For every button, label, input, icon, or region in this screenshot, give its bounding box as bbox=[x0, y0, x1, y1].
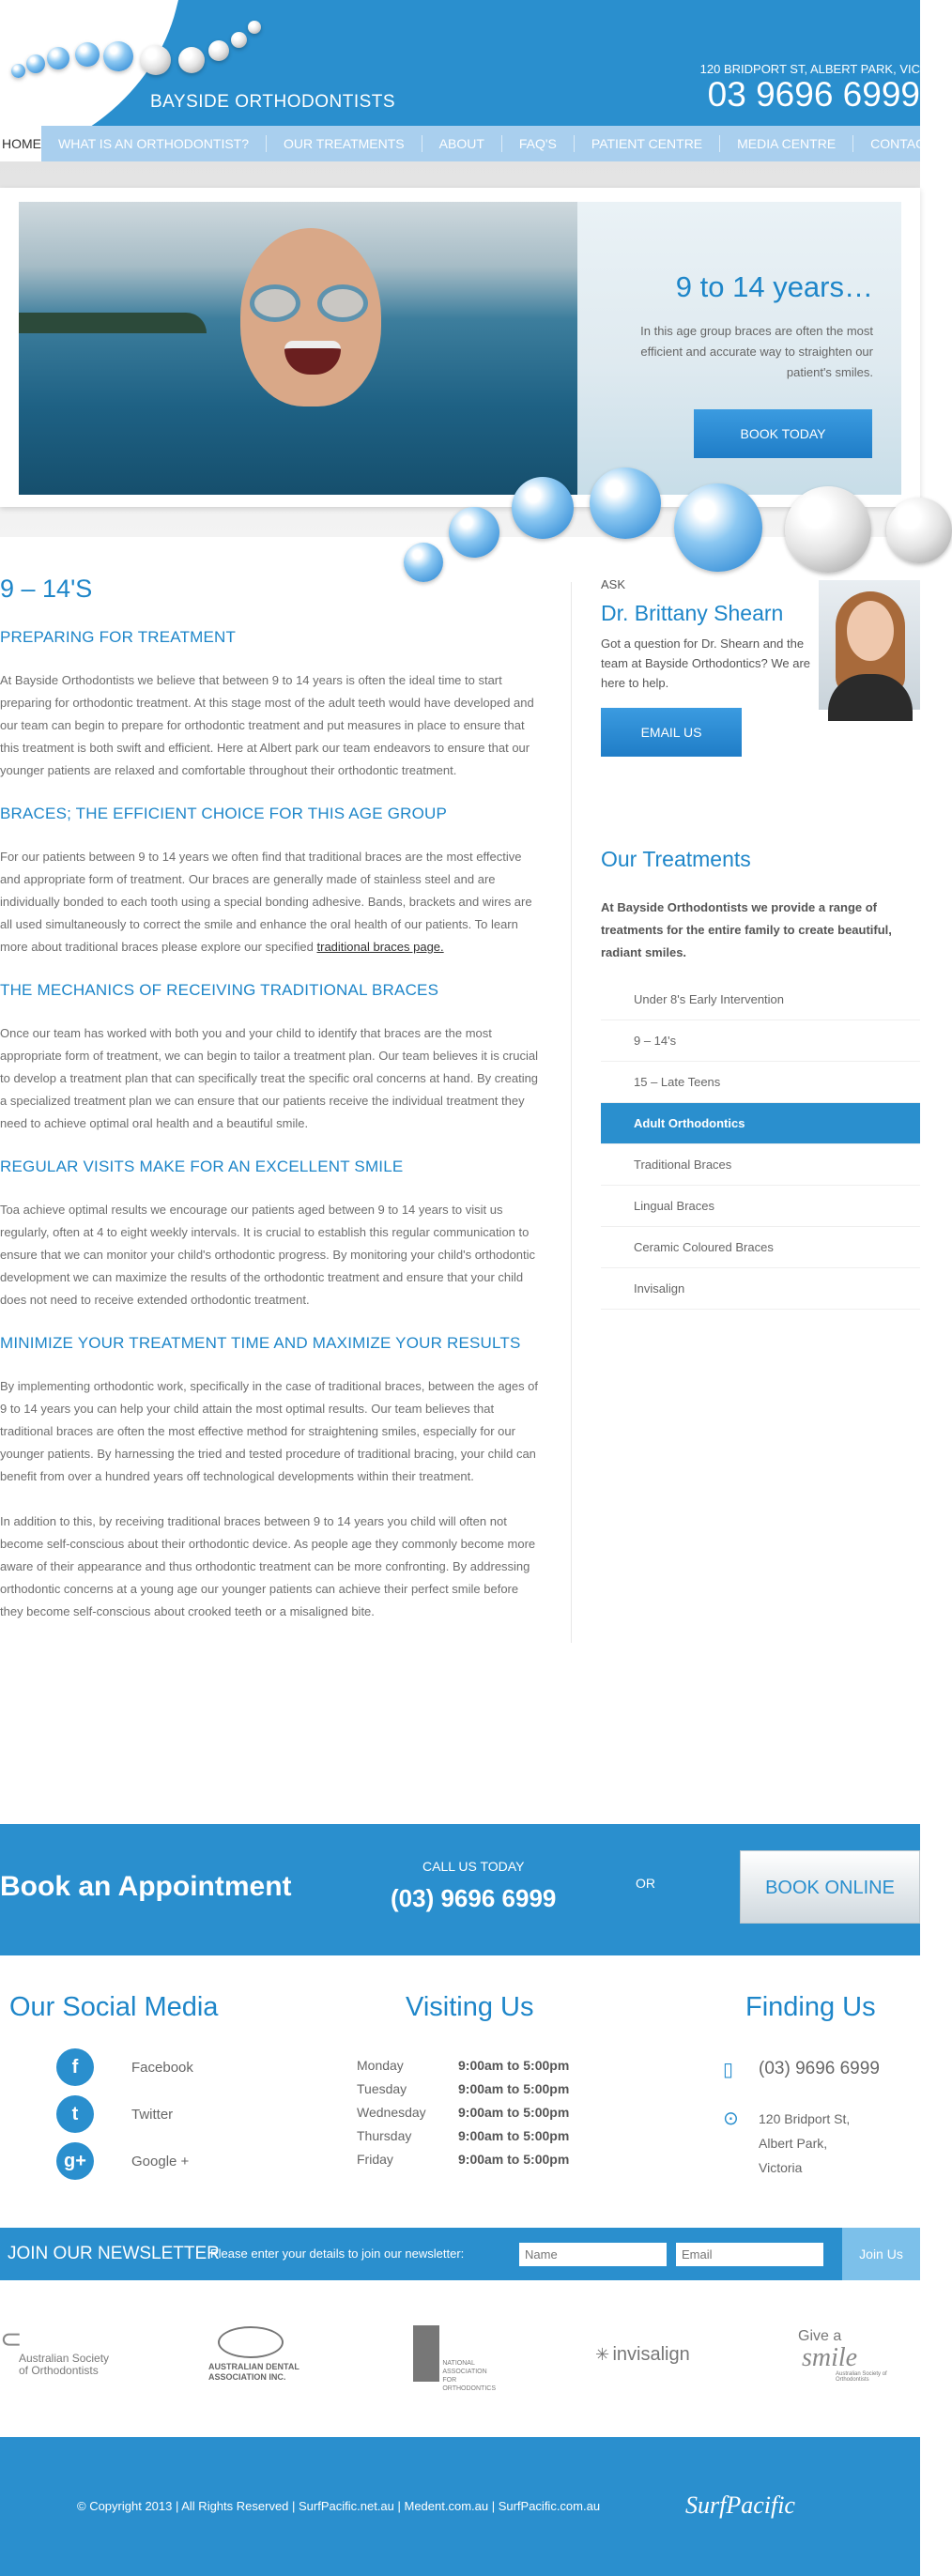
address-line: Albert Park, bbox=[759, 2136, 828, 2151]
nav-our-treatments[interactable]: OUR TREATMENTS bbox=[267, 135, 422, 152]
bubble-icon bbox=[47, 47, 69, 69]
section-heading: THE MECHANICS OF RECEIVING TRADITIONAL BRACES bbox=[0, 981, 439, 999]
social-label[interactable]: Twitter bbox=[131, 2106, 174, 2123]
invisalign-text: invisalign bbox=[612, 2344, 690, 2365]
bubble-icon bbox=[178, 47, 205, 73]
newsletter-email-input[interactable] bbox=[676, 2243, 823, 2266]
book-online-button[interactable]: BOOK ONLINE bbox=[740, 1850, 920, 1924]
social-label[interactable]: Google + bbox=[131, 2153, 190, 2170]
bubble-icon bbox=[449, 507, 499, 558]
hours-day: Tuesday bbox=[357, 2081, 407, 2096]
section-heading: REGULAR VISITS MAKE FOR AN EXCELLENT SMILE bbox=[0, 1158, 404, 1175]
aso-mark-icon: ⊂ bbox=[0, 2324, 23, 2354]
facebook-icon[interactable]: f bbox=[56, 2048, 94, 2086]
hours-time: 9:00am to 5:00pm bbox=[458, 2128, 570, 2143]
finding-phone[interactable]: (03) 9696 6999 bbox=[759, 2059, 880, 2078]
bubble-icon bbox=[75, 42, 100, 67]
section-paragraph: In addition to this, by receiving traditional braces between 9 to 14 years you child will often not become self-conscious about their orthodontic device. As people age they commonly become more aware of their appearance and thus orthodontic treatment can be more confronting. By addressing orthodontic concerns at a young age our younger patients can achieve their perfect smile before they become self-conscious about crooked teeth or a misaligned bite. bbox=[0, 1514, 536, 1618]
hours-row bbox=[357, 2148, 569, 2171]
social-facebook[interactable] bbox=[56, 2048, 193, 2086]
treatment-item[interactable]: Lingual Braces bbox=[601, 1186, 920, 1227]
bubble-icon bbox=[26, 54, 45, 73]
phone-icon: ▯ bbox=[723, 2060, 734, 2080]
bubble-icon bbox=[103, 41, 133, 71]
opening-hours bbox=[357, 2054, 569, 2171]
section-heading: BRACES; THE EFFICIENT CHOICE FOR THIS AGE GROUP bbox=[0, 805, 448, 822]
hours-day: Thursday bbox=[357, 2128, 412, 2143]
hours-time: 9:00am to 5:00pm bbox=[458, 2152, 570, 2167]
or-label: OR bbox=[636, 1876, 655, 1891]
treatments-title: Our Treatments bbox=[601, 847, 751, 871]
site-header bbox=[0, 0, 920, 126]
ask-text: Got a question for Dr. Shearn and the team at Bayside Orthodontics? We are here to help. bbox=[601, 636, 811, 690]
bubble-icon bbox=[785, 486, 871, 573]
hero-goggle bbox=[250, 284, 300, 322]
section-paragraph: At Bayside Orthodontists we believe that between 9 to 14 years is often the ideal time to start preparing for orthodontic treatment. At this stage most of the adult teeth would have developed and our team can begin to prepare for orthodontic treatment and put measures in place to ensure that this treatment is both swift and efficient. Here at Albert park our team endeavors to ensure that our younger patients are relaxed and comfortable throughout their orthodontic treatment. bbox=[0, 673, 534, 777]
nav-contact[interactable]: CONTACT bbox=[870, 136, 933, 151]
bubble-icon bbox=[231, 32, 247, 48]
bubble-icon bbox=[248, 21, 261, 34]
hours-day: Friday bbox=[357, 2152, 393, 2167]
doctor-name: Dr. Brittany Shearn bbox=[601, 601, 784, 625]
nav-what-is-orthodontist[interactable]: WHAT IS AN ORTHODONTIST? bbox=[41, 135, 267, 152]
book-today-button[interactable]: BOOK TODAY bbox=[694, 409, 872, 458]
treatments-intro: At Bayside Orthodontists we provide a range of treatments for the entire family to create beautiful, radiant smiles. bbox=[601, 900, 892, 959]
hours-row bbox=[357, 2124, 569, 2148]
treatment-item[interactable]: Invisalign bbox=[601, 1268, 920, 1310]
main-nav bbox=[0, 126, 933, 161]
copyright-bar bbox=[0, 2437, 920, 2576]
section-paragraph bbox=[0, 846, 545, 958]
treatment-item-active[interactable]: Adult Orthodontics bbox=[601, 1103, 920, 1144]
bubble-icon bbox=[11, 64, 25, 78]
join-us-button[interactable]: Join Us bbox=[842, 2228, 920, 2280]
sidebar-divider bbox=[571, 582, 572, 1643]
nao-mark-icon bbox=[413, 2325, 439, 2382]
call-label: CALL US TODAY bbox=[422, 1859, 525, 1874]
address-line: 120 Bridport St, bbox=[759, 2111, 851, 2126]
traditional-braces-link[interactable]: traditional braces page. bbox=[316, 940, 444, 954]
treatment-item[interactable]: Ceramic Coloured Braces bbox=[601, 1227, 920, 1268]
treatment-item[interactable]: 15 – Late Teens bbox=[601, 1062, 920, 1103]
hours-time: 9:00am to 5:00pm bbox=[458, 2058, 570, 2073]
newsletter-bar bbox=[0, 2228, 920, 2280]
address-line: Victoria bbox=[759, 2160, 803, 2175]
header-phone[interactable]: 03 9696 6999 bbox=[707, 75, 920, 114]
bubble-icon bbox=[886, 498, 952, 563]
hours-day: Wednesday bbox=[357, 2105, 426, 2120]
ada-text: AUSTRALIAN DENTAL ASSOCIATION INC. bbox=[208, 2362, 299, 2382]
social-label[interactable]: Facebook bbox=[131, 2059, 193, 2076]
treatments-list bbox=[601, 979, 920, 1310]
booking-bar bbox=[0, 1824, 920, 1955]
nav-media-centre[interactable]: MEDIA CENTRE bbox=[720, 135, 853, 152]
nav-patient-centre[interactable]: PATIENT CENTRE bbox=[575, 135, 720, 152]
section-paragraph: Toa achieve optimal results we encourage our patients aged between 9 to 14 years to visit us regularly, often at 4 to eight weekly intervals. It is crucial to establish this regular communication to ensure that we can monitor your child's orthodontic progress. By monitoring your child's orthodontic development we can maximize the results of the orthodontic treatment and ensure that your child does not need to receive extended orthodontic treatment. bbox=[0, 1203, 536, 1307]
ada-oval-icon bbox=[218, 2326, 284, 2358]
invisalign-star-icon: ✳ bbox=[595, 2345, 610, 2364]
hours-time: 9:00am to 5:00pm bbox=[458, 2081, 570, 2096]
nao-logo[interactable] bbox=[413, 2325, 516, 2393]
bubble-icon bbox=[590, 468, 661, 539]
aso-logo[interactable] bbox=[0, 2326, 113, 2377]
newsletter-subtitle: Please enter your details to join our newsletter: bbox=[210, 2246, 465, 2261]
give-a-smile-logo[interactable] bbox=[798, 2328, 920, 2383]
hours-row bbox=[357, 2078, 569, 2101]
hours-row bbox=[357, 2054, 569, 2078]
give-a-smile-script: smile bbox=[802, 2343, 858, 2372]
give-a-smile-sub: Australian Society of Orthodontists bbox=[836, 2371, 887, 2383]
section-heading: PREPARING FOR TREATMENT bbox=[0, 628, 237, 646]
bubble-icon bbox=[512, 477, 574, 539]
site-logo[interactable]: BAYSIDE ORTHODONTISTS bbox=[150, 92, 396, 112]
header-address: 120 BRIDPORT ST, ALBERT PARK, VIC bbox=[699, 62, 920, 76]
page-title: 9 – 14'S bbox=[0, 575, 93, 603]
newsletter-title: JOIN OUR NEWSLETTER bbox=[8, 2244, 220, 2263]
hero-shore bbox=[19, 313, 207, 333]
invisalign-logo[interactable] bbox=[595, 2344, 690, 2366]
doctor-face bbox=[847, 601, 894, 661]
social-google-plus[interactable] bbox=[56, 2142, 189, 2180]
hero-goggle bbox=[317, 284, 368, 322]
email-us-button[interactable]: EMAIL US bbox=[601, 708, 742, 757]
give-a-smile-top: Give a bbox=[798, 2328, 842, 2344]
bubble-icon bbox=[674, 483, 762, 572]
location-pin-icon: ⊙ bbox=[723, 2108, 739, 2129]
hours-time: 9:00am to 5:00pm bbox=[458, 2105, 570, 2120]
nav-home[interactable]: HOME bbox=[0, 126, 41, 161]
copyright-text: © Copyright 2013 | All Rights Reserved | SurfPacific.net.au | Medent.com.au | SurfPacific.com.au bbox=[77, 2499, 601, 2513]
aso-text: Australian Society of Orthodontists bbox=[19, 2352, 110, 2377]
visiting-title: Visiting Us bbox=[406, 1992, 534, 2022]
nav-faqs[interactable]: FAQ'S bbox=[502, 135, 575, 152]
section-paragraph: Once our team has worked with both you and your child to identify that braces are the most appropriate form of treatment, we can begin to tailor a treatment plan. Our team believes it is crucial to develop a treatment plan that can specifically treat the specific oral concerns at hand. By creating a specialized treatment plan we can ensure that our patients receive the individual treatment they need to achieve optimal oral health and a beautiful smile. bbox=[0, 1026, 539, 1130]
doctor-photo bbox=[819, 580, 920, 710]
ask-label: ASK bbox=[601, 577, 626, 591]
social-title: Our Social Media bbox=[9, 1992, 219, 2022]
surfpacific-logo[interactable]: SurfPacific bbox=[685, 2492, 795, 2519]
bubble-icon bbox=[208, 40, 229, 61]
treatment-item[interactable]: Traditional Braces bbox=[601, 1144, 920, 1186]
hero-image bbox=[19, 202, 577, 495]
section-heading: MINIMIZE YOUR TREATMENT TIME AND MAXIMIZE YOUR RESULTS bbox=[0, 1334, 521, 1352]
google-plus-icon[interactable]: g+ bbox=[56, 2142, 94, 2180]
twitter-icon[interactable]: t bbox=[56, 2095, 94, 2133]
booking-phone[interactable]: (03) 9696 6999 bbox=[391, 1884, 557, 1912]
finding-title: Finding Us bbox=[745, 1992, 876, 2022]
ada-logo[interactable] bbox=[208, 2326, 349, 2383]
nao-text: NATIONAL ASSOCIATION FOR ORTHODONTICS bbox=[442, 2360, 496, 2392]
treatment-item[interactable]: 9 – 14's bbox=[601, 1020, 920, 1062]
section-paragraph-text: For our patients between 9 to 14 years we often find that traditional braces are the most effective and appropriate form of treatment. Our braces are generally made of stainless steel and are individually bonded to each tooth using a special bonding adhesive. Bands, brackets and wires are all used simultaneously to correct the smile and enhance the oral health of our patients. To learn more about traditional braces please explore our specified bbox=[0, 850, 532, 954]
section-paragraph: By implementing orthodontic work, specifically in the case of traditional braces, between the ages of 9 to 14 years you can help your child attain the most optimal results. Our team believes that traditional braces are often the most effective method for straightening smiles, especially for our younger patients. By harnessing the tried and tested procedure of traditional bracing, your child can benefit from over a hundred years off technological developments within their treatment. bbox=[0, 1379, 539, 1483]
newsletter-name-input[interactable] bbox=[519, 2243, 667, 2266]
social-twitter[interactable] bbox=[56, 2095, 173, 2133]
treatment-item[interactable]: Under 8's Early Intervention bbox=[601, 979, 920, 1020]
hours-day: Monday bbox=[357, 2058, 404, 2073]
main-content bbox=[0, 575, 545, 1646]
booking-title: Book an Appointment bbox=[0, 1871, 292, 1902]
bubble-icon bbox=[141, 45, 171, 75]
finding-address bbox=[759, 2107, 899, 2180]
hero-text: In this age group braces are often the most efficient and accurate way to straighten our patient's smiles. bbox=[640, 324, 873, 379]
hours-row bbox=[357, 2101, 569, 2124]
hero-title: 9 to 14 years… bbox=[675, 270, 873, 303]
nav-about[interactable]: ABOUT bbox=[422, 135, 502, 152]
